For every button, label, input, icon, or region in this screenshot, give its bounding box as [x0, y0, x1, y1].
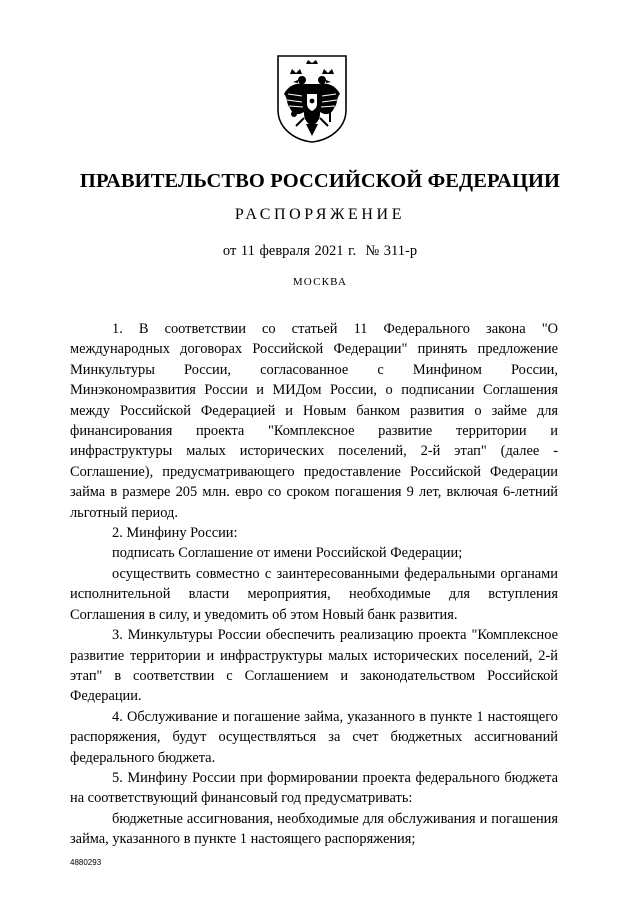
paragraph-5: 5. Минфину России при формировании проекта федерального бюджета на соответствующий финансовый год предусматривать: [70, 769, 558, 807]
paragraph-2-item-2: осуществить совместно с заинтересованными федеральными органами исполнительной власти мероприятия, необходимые для вступления Соглашения в силу, и уведомить об этом Новый банк развития. [70, 565, 558, 623]
document-type: РАСПОРЯЖЕНИЕ [234, 206, 406, 223]
state-emblem-icon [272, 52, 352, 144]
paragraph-4: 4. Обслуживание и погашение займа, указанного в пункте 1 настоящего распоряжения, будут осуществляться за счет бюджетных ассигнований федерального бюджета. [70, 708, 558, 766]
paragraph-1: 1. В соответствии со статьей 11 Федерального закона "О международных договорах Российской Федерации" принять предложение Минкультуры России, согласованное с Минфином России, Минэкономразвития России и МИДом России, о подписании Соглашения между Российской Федерацией и Новым банком развития о займе для финансирования проекта "Комплексное развитие территории и инфраструктуры малых исторических поселений, 2-й этап" (далее - Соглашение), предусматривающего предоставление Российской Федерации займа в размере 205 млн. евро со сроком погашения 9 лет, включая 6-летний льготный период. [70, 321, 558, 521]
paragraph-5-item-1: бюджетные ассигнования, необходимые для обслуживания и погашения займа, указанного в пункте 1 настоящего распоряжения; [70, 810, 558, 848]
document-city: МОСКВА [292, 276, 348, 288]
paragraph-3: 3. Минкультуры России обеспечить реализацию проекта "Комплексное развитие территории и инфраструктуры малых исторических поселений, 2-й этап" в соответствии с Соглашением и законодательством Российской Федерации. [70, 627, 558, 705]
paragraph-2-item-1: подписать Соглашение от имени Российской Федерации; [112, 545, 463, 562]
document-body [70, 319, 558, 850]
paragraph-2: 2. Минфину России: [112, 525, 238, 542]
government-title: ПРАВИТЕЛЬСТВО РОССИЙСКОЙ ФЕДЕРАЦИИ [79, 170, 561, 192]
document-date-number: от 11 февраля 2021 г. № 311-р [222, 243, 418, 259]
document-code: 4880293 [70, 858, 102, 867]
